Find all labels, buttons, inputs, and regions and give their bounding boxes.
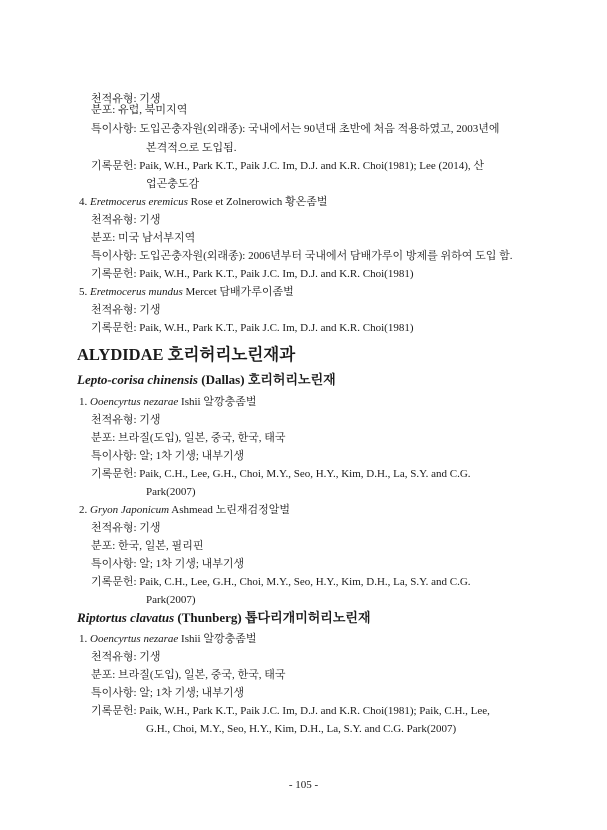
host-species-name: Lepto-corisa chinensis (77, 372, 198, 387)
text-line: 천적유형: 기생 (91, 522, 161, 534)
host-species-name: Riptortus clavatus (77, 610, 175, 625)
entry-number: 1. (79, 396, 88, 408)
text-line: 기록문헌: Paik, W.H., Park K.T., Paik J.C. Im, D.J. and K.R. Choi(1981) (91, 268, 414, 280)
host-species-author: (Dallas) 호리허리노린재 (201, 372, 336, 387)
text-line: 기록문헌: Paik, C.H., Lee, G.H., Choi, M.Y., Seo, H.Y., Kim, D.H., La, S.Y. and C.G. (91, 468, 471, 480)
species-author: Ishii 알깡충좀벌 (181, 633, 257, 645)
text-line: 기록문헌: Paik, C.H., Lee, G.H., Choi, M.Y., Seo, H.Y., Kim, D.H., La, S.Y. and C.G. (91, 576, 471, 588)
text-line: 특이사항: 알; 1차 기생; 내부기생 (91, 558, 245, 570)
text-line: 특이사항: 도입곤충자원(외래종): 국내에서는 90년대 초반에 처음 적용하였고, 2003년에 (91, 123, 500, 135)
text-line: 분포: 한국, 일본, 필리핀 (91, 540, 204, 552)
text-line: 기록문헌: Paik, W.H., Park K.T., Paik J.C. Im, D.J. and K.R. Choi(1981) (91, 322, 414, 334)
text-line: 기록문헌: Paik, W.H., Park K.T., Paik J.C. Im, D.J. and K.R. Choi(1981); Lee (2014), 산 (91, 160, 484, 172)
entry-number: 5. (79, 286, 88, 298)
text-line: 본격적으로 도입됨. (146, 142, 237, 154)
entry-heading (79, 502, 290, 518)
text-line: 특이사항: 알; 1차 기생; 내부기생 (91, 450, 245, 462)
entry-heading (79, 284, 294, 300)
text-line: 천적유형: 기생 (91, 214, 161, 226)
text-line: 천적유형: 기생 (91, 414, 161, 426)
species-author: Ishii 알깡충좀벌 (181, 396, 257, 408)
text-line: 기록문헌: Paik, W.H., Park K.T., Paik J.C. Im, D.J. and K.R. Choi(1981); Paik, C.H., Lee, (91, 705, 490, 717)
text-line: 분포: 유럽, 북미지역 (91, 104, 188, 116)
host-species-author: (Thunberg) 톱다리개미허리노린재 (177, 610, 371, 625)
entry-number: 1. (79, 633, 88, 645)
text-line: 특이사항: 알; 1차 기생; 내부기생 (91, 687, 245, 699)
text-line: 천적유형: 기생 (91, 651, 161, 663)
species-author: Rose et Zolnerowich 황온좀벌 (190, 196, 328, 208)
text-line: 천적유형: 기생 (91, 93, 161, 105)
text-line: 분포: 브라질(도입), 일본, 중국, 한국, 태국 (91, 432, 286, 444)
entry-number: 4. (79, 196, 88, 208)
host-heading (77, 371, 336, 389)
page-number: - 105 - (288, 779, 319, 791)
text-line: 분포: 미국 남서부지역 (91, 232, 196, 244)
species-name: Ooencyrtus nezarae (90, 633, 179, 645)
text-line: 천적유형: 기생 (91, 304, 161, 316)
entry-heading (79, 394, 256, 410)
text-line: Park(2007) (146, 594, 196, 606)
species-name: Ooencyrtus nezarae (90, 396, 179, 408)
host-heading (77, 609, 371, 627)
text-line: 분포: 브라질(도입), 일본, 중국, 한국, 태국 (91, 669, 286, 681)
text-line: Park(2007) (146, 486, 196, 498)
species-author: Ashmead 노린재검정알벌 (171, 504, 290, 516)
entry-heading (79, 194, 328, 210)
species-name: Gryon Japonicum (90, 504, 170, 516)
species-author: Mercet 담배가루이좀벌 (185, 286, 294, 298)
species-name: Eretmocerus eremicus (90, 196, 188, 208)
entry-heading (79, 631, 256, 647)
text-line: 업곤충도감 (146, 178, 200, 190)
entry-number: 2. (79, 504, 88, 516)
text-line: 특이사항: 도입곤충자원(외래종): 2006년부터 국내에서 담배가루이 방제를 위하여 도입 함. (91, 250, 513, 262)
text-line: G.H., Choi, M.Y., Seo, H.Y., Kim, D.H., La, S.Y. and C.G. Park(2007) (146, 723, 457, 735)
section-title: ALYDIDAE 호리허리노린재과 (77, 345, 296, 364)
species-name: Eretmocerus mundus (90, 286, 183, 298)
